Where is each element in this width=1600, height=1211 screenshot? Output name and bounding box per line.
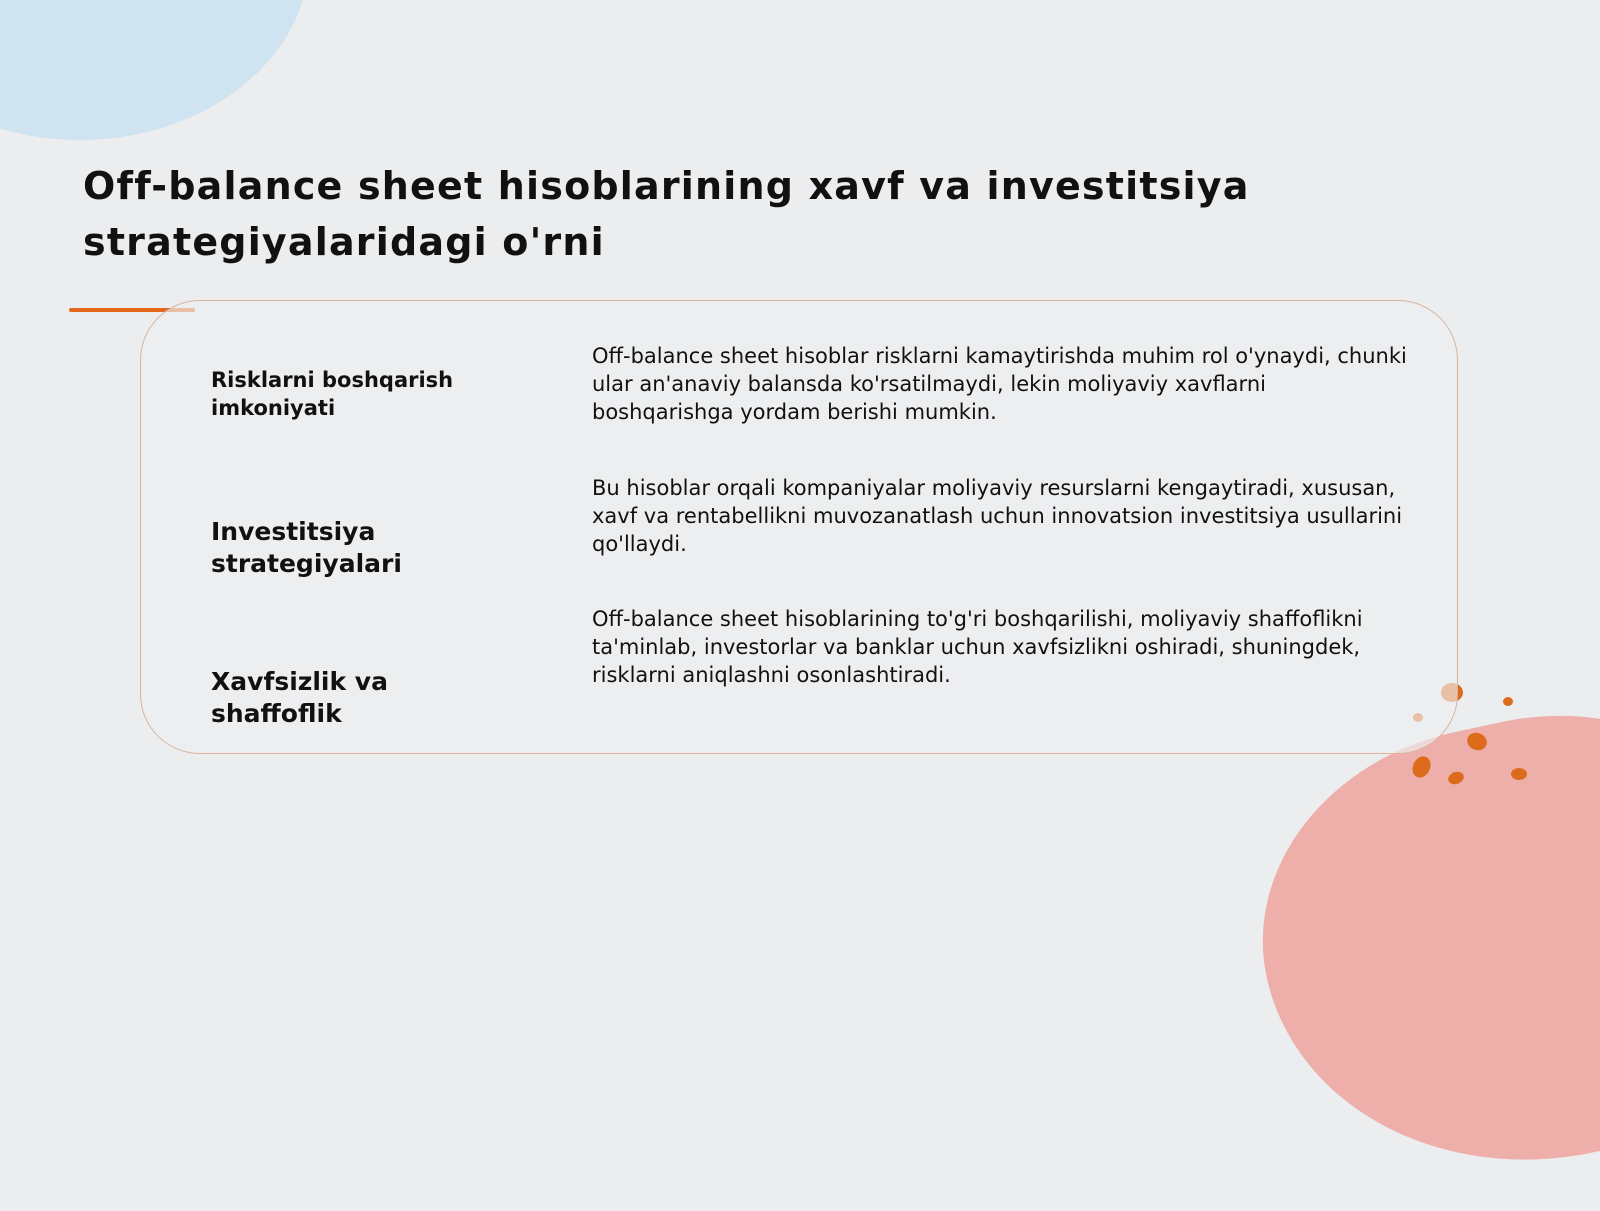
row-description-security-transparency: Off-balance sheet hisoblarining to'g'ri boshqarilishi, moliyaviy shaffoflikni ta'minlab, investorlar va banklar uchun xavfsizlikni oshiradi, shuningdek, risklarni aniqlashni osonlashtiradi. (592, 607, 1363, 687)
row-label-security-transparency: Xavfsizlik va shaffoflik (211, 667, 388, 728)
row-label-investment-strategies: Investitsiya strategiyalari (211, 517, 402, 578)
decorative-blue-blob (0, 0, 310, 140)
orange-dot (1503, 697, 1513, 706)
row-description-risk-management: Off-balance sheet hisoblar risklarni kamaytirishda muhim rol o'ynaydi, chunki ular an'anaviy balansda ko'rsatilmaydi, lekin moliyaviy xavflarni boshqarishga yordam berishi mumkin. (592, 344, 1407, 424)
row-label-risk-management: Risklarni boshqarish imkoniyati (211, 368, 454, 420)
row-description-investment-strategies: Bu hisoblar orqali kompaniyalar moliyaviy resurslarni kengaytiradi, xususan, xavf va rentabellikni muvozanatlash uchun innovatsion investitsiya usullarini qo'llaydi. (592, 476, 1403, 556)
slide-title: Off-balance sheet hisoblarining xavf va investitsiya strategiyalaridagi o'rni (83, 164, 1250, 264)
orange-dot (1511, 768, 1527, 780)
